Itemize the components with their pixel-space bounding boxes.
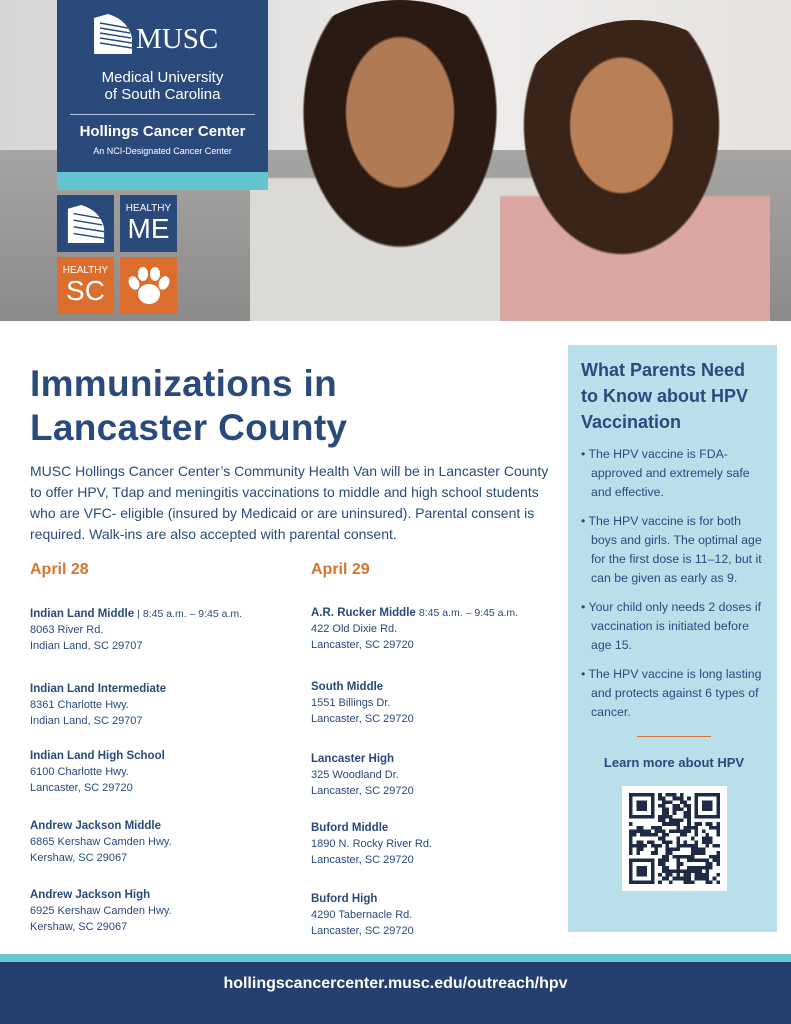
school-name: Andrew Jackson Middle (30, 820, 162, 832)
location-entry (30, 748, 280, 796)
logo-line1: Medical University (101, 69, 224, 86)
musc-building-tile (57, 195, 114, 252)
footer-url-link[interactable]: hollingscancercenter.musc.edu/outreach/hpv (223, 975, 568, 992)
school-name: Indian Land Middle (30, 608, 135, 620)
school-name: Lancaster High (311, 753, 395, 765)
street-address: 6100 Charlotte Hwy. (30, 766, 129, 778)
location-entry (30, 887, 280, 935)
healthy-sc-tile (57, 257, 114, 314)
location-entry (311, 891, 561, 939)
fact-item: • Your child only needs 2 doses if vaccination is initiated before age 15. (581, 598, 767, 655)
page-title: Immunizations in Lancaster County (30, 363, 348, 448)
qr-code[interactable] (622, 786, 727, 891)
school-name: Indian Land Intermediate (30, 683, 167, 695)
city-state-zip: Lancaster, SC 29720 (311, 854, 414, 866)
logo-line2: of South Carolina (104, 86, 221, 103)
fact-item: • The HPV vaccine is long lasting and protects against 6 types of cancer. (581, 665, 767, 722)
school-name: Buford High (311, 893, 378, 905)
healthy-me-big: ME (127, 213, 170, 244)
divider (637, 736, 711, 737)
fact-item: • The HPV vaccine is for both boys and girls. The optimal age for the first dose is 11–12, but it can be given as early as 9. (581, 512, 767, 588)
street-address: 8063 River Rd. (30, 624, 104, 636)
fact-item: • The HPV vaccine is FDA-approved and extremely safe and effective. (581, 445, 767, 502)
healthy-sc-big: SC (66, 275, 105, 306)
school-name: South Middle (311, 681, 384, 693)
street-address: 1890 N. Rocky River Rd. (311, 838, 433, 850)
healthy-me-label: HEALTHY (125, 203, 172, 214)
musc-hollings-logo (57, 0, 268, 190)
city-state-zip: Lancaster, SC 29720 (30, 782, 133, 794)
panel-heading: What Parents Need to Know about HPV Vaccination (581, 360, 748, 432)
school-name: Indian Land High School (30, 750, 165, 762)
street-address: 4290 Tabernacle Rd. (311, 909, 413, 921)
location-entry (311, 679, 561, 727)
date-april-28: April 28 (30, 561, 89, 578)
footer-stripe (0, 954, 791, 962)
school-name: A.R. Rucker Middle (311, 607, 416, 619)
location-entry (311, 820, 561, 868)
street-address: 8361 Charlotte Hwy. (30, 699, 129, 711)
city-state-zip: Lancaster, SC 29720 (311, 713, 414, 725)
street-address: 422 Old Dixie Rd. (311, 623, 398, 635)
healthy-sc-label: HEALTHY (62, 265, 109, 276)
location-entry (30, 681, 280, 729)
city-state-zip: Lancaster, SC 29720 (311, 639, 414, 651)
learn-more-label: Learn more about HPV (603, 755, 745, 770)
school-name: Andrew Jackson High (30, 889, 151, 901)
time-range: | 8:45 a.m. – 9:45 a.m. (137, 608, 243, 620)
location-entry (311, 605, 561, 653)
hpv-facts-list (581, 445, 767, 722)
street-address: 6925 Kershaw Camden Hwy. (30, 905, 172, 917)
street-address: 325 Woodland Dr. (311, 769, 399, 781)
city-state-zip: Indian Land, SC 29707 (30, 640, 143, 652)
clemson-paw-tile (120, 257, 177, 314)
time-range: 8:45 a.m. – 9:45 a.m. (418, 607, 519, 619)
hpv-info-panel (568, 345, 777, 932)
city-state-zip: Indian Land, SC 29707 (30, 715, 143, 727)
logo-center-name: Hollings Cancer Center (79, 123, 246, 140)
paw-icon (127, 266, 171, 306)
building-icon (92, 14, 134, 54)
location-entry (311, 751, 561, 799)
city-state-zip: Lancaster, SC 29720 (311, 925, 414, 937)
street-address: 1551 Billings Dr. (311, 697, 391, 709)
city-state-zip: Lancaster, SC 29720 (311, 785, 414, 797)
location-entry (30, 818, 280, 866)
school-name: Buford Middle (311, 822, 389, 834)
building-icon (66, 204, 106, 244)
city-state-zip: Kershaw, SC 29067 (30, 921, 128, 933)
logo-brand: MUSC (136, 23, 219, 55)
street-address: 6865 Kershaw Camden Hwy. (30, 836, 172, 848)
logo-tagline: An NCI-Designated Cancer Center (93, 146, 232, 156)
city-state-zip: Kershaw, SC 29067 (30, 852, 128, 864)
healthy-me-tile (120, 195, 177, 252)
location-entry (30, 606, 280, 654)
date-april-29: April 29 (311, 561, 370, 578)
intro-paragraph: MUSC Hollings Cancer Center’s Community Health Van will be in Lancaster County to offer HPV, Tdap and meningitis vaccinations to middle and high school students who are VFC- eligible (insured by Medicaid or are uninsured). Parental consent is required. Walk-ins are also accepted with parental consent. (30, 463, 549, 542)
footer (0, 962, 791, 1024)
